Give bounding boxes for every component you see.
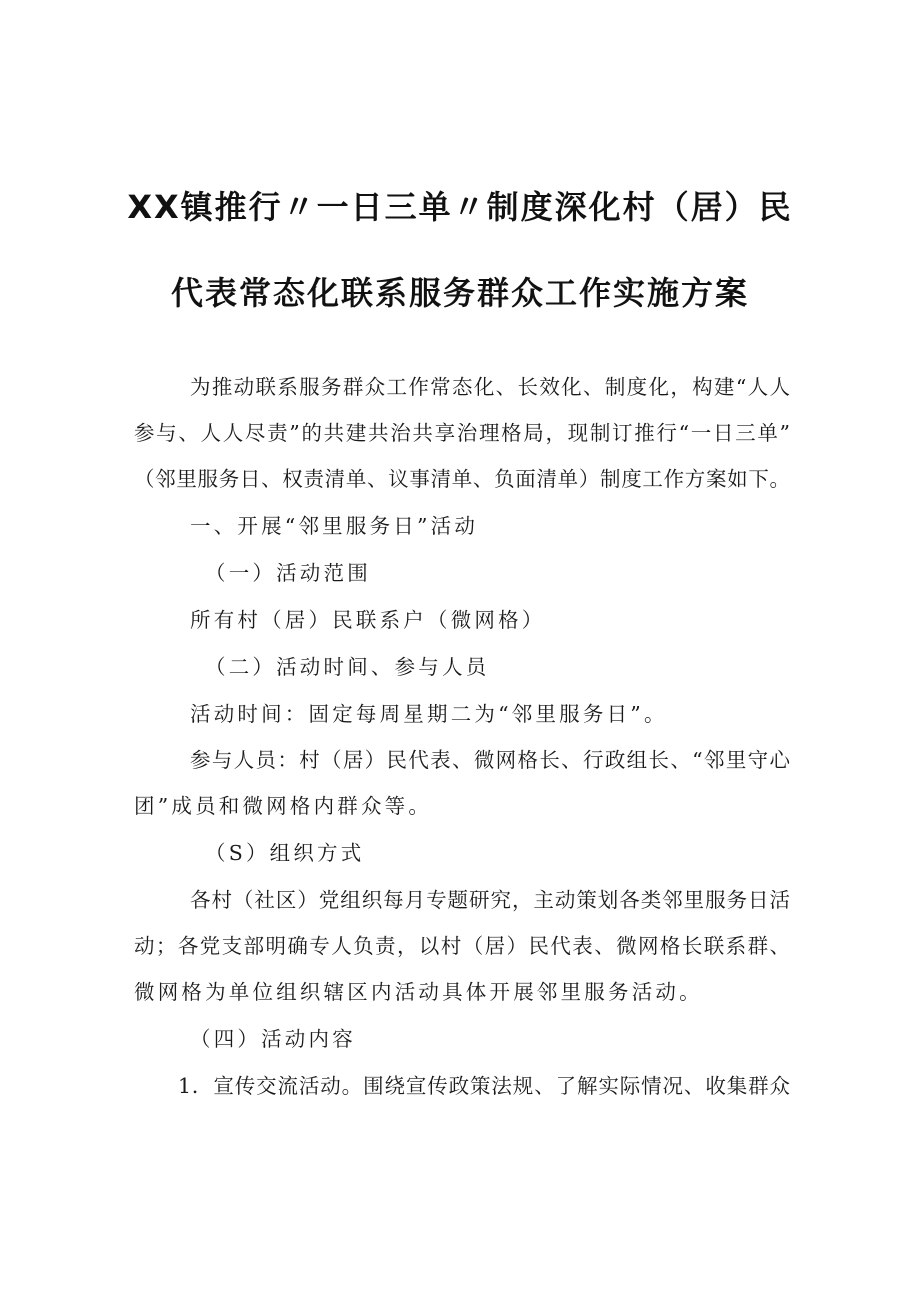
subsection-1-heading: （一）活动范围 <box>205 561 371 585</box>
intro-line-3: （邻里服务日、权责清单、议事清单、负面清单）制度工作方案如下。 <box>134 467 790 491</box>
subsection-3-heading: （S）组织方式 <box>205 841 365 865</box>
participants-line-2: 团”成员和微网格内群众等。 <box>134 794 433 818</box>
organization-line-2: 动；各党支部明确专人负责，以村（居）民代表、微网格长联系群、 <box>134 934 790 958</box>
subsection-1-body: 所有村（居）民联系户（微网格） <box>190 608 546 632</box>
content-item-1: 1．宣传交流活动。围绕宣传政策法规、了解实际情况、收集群众 <box>178 1074 790 1098</box>
organization-line-3: 微网格为单位组织辖区内活动具体开展邻里服务活动。 <box>134 980 703 1004</box>
subsection-2-heading: （二）活动时间、参与人员 <box>205 655 490 679</box>
document-title-line-1: XX镇推行〃一日三单〃制度深化村（居）民 <box>127 188 793 226</box>
intro-line-1: 为推动联系服务群众工作常态化、长效化、制度化，构建“人人 <box>190 375 790 399</box>
document-title-line-2: 代表常态化联系服务群众工作实施方案 <box>170 274 749 312</box>
participants-line-1: 参与人员：村（居）民代表、微网格长、行政组长、“邻里守心 <box>190 748 790 772</box>
intro-line-2: 参与、人人尽责”的共建共治共享治理格局，现制订推行“一日三单” <box>134 421 790 445</box>
section-1-heading: 一、开展“邻里服务日”活动 <box>190 514 479 538</box>
organization-line-1: 各村（社区）党组织每月专题研究，主动策划各类邻里服务日活 <box>190 888 790 912</box>
activity-time-text: 活动时间：固定每周星期二为“邻里服务日”。 <box>190 702 668 726</box>
subsection-4-heading: （四）活动内容 <box>190 1027 356 1051</box>
